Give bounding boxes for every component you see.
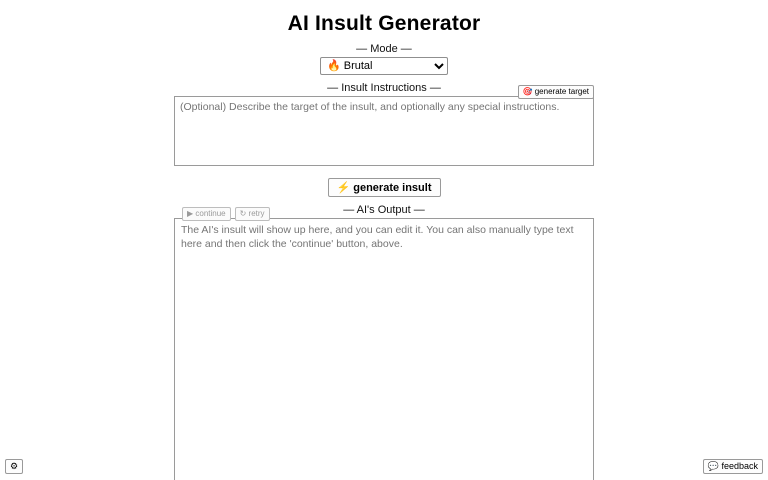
continue-button[interactable]: ▶ continue	[182, 207, 231, 221]
insult-instructions-label: — Insult Instructions —	[327, 82, 441, 94]
ai-output-input[interactable]	[174, 218, 594, 480]
insult-instructions-input[interactable]	[174, 96, 594, 166]
settings-button[interactable]: ⚙	[5, 459, 23, 474]
retry-button[interactable]: ↻ retry	[235, 207, 270, 221]
generate-insult-row	[0, 171, 768, 197]
output-toolbar	[182, 207, 270, 221]
feedback-button[interactable]: 💬 feedback	[703, 459, 763, 474]
generate-insult-button[interactable]: ⚡ generate insult	[328, 178, 441, 197]
generate-target-button[interactable]: 🎯 generate target	[518, 85, 594, 99]
mode-label: — Mode —	[356, 43, 412, 55]
page-title: AI Insult Generator	[287, 12, 481, 35]
ai-output-label: — AI's Output —	[343, 204, 425, 216]
mode-row	[0, 57, 768, 75]
mode-select[interactable]	[320, 57, 448, 75]
